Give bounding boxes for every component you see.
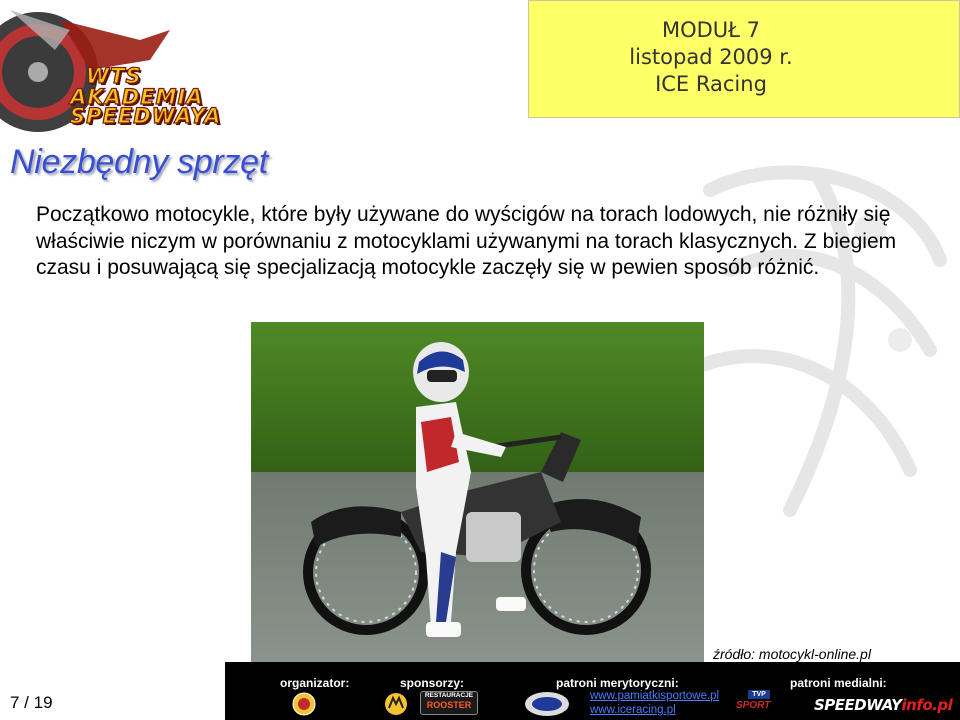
rider-photo (251, 322, 704, 662)
footer-merit-label: patroni merytoryczni: (556, 676, 679, 690)
media-tvp-logo: TVP (748, 690, 770, 699)
rooster-label-main: ROOSTER (426, 700, 472, 710)
wts-akademia-logo (0, 0, 250, 145)
footer-media-label: patroni medialni: (790, 676, 887, 690)
footer-link-iceracing[interactable]: www.iceracing.pl (590, 704, 676, 716)
footer-organizer-label: organizator: (280, 676, 350, 690)
footer-link-pamiatkisportowe[interactable]: www.pamiatkisportowe.pl (590, 690, 720, 702)
logo-line-speedwaya: SPEEDWAYA (70, 104, 222, 128)
sponsor-rooster-logo (420, 691, 478, 715)
module-topic: ICE Racing (655, 72, 767, 96)
module-info-box (528, 0, 960, 118)
media-sport-logo: SPORT (736, 700, 771, 711)
media-speedwayinfo-logo (814, 696, 952, 714)
logo-line-wts: WTS (86, 64, 142, 88)
rooster-label-top: RESTAURACJE (424, 692, 474, 699)
module-number: MODUŁ 7 (661, 18, 761, 42)
speedway-brand-suffix: info.pl (901, 696, 953, 714)
ice-racing-team-logo-icon (524, 690, 570, 718)
photo-source: źródło: motocykl-online.pl (713, 646, 871, 662)
module-date: listopad 2009 r. (629, 45, 793, 69)
slide-body-text: Początkowo motocykle, które były używane do wyścigów na torach lodowych, nie różniły się właściwie niczym w porównaniu z motocyklami używanymi na torach klasycznych. Z biegiem czasu i posuwającą się specjalizacją motocykle zaczęły się w pewien sposób różnić. (36, 203, 897, 279)
organizer-logo-icon (292, 692, 316, 716)
footer-sponsors-label: sponsorzy: (400, 676, 465, 690)
slide-title: Niezbędny sprzęt (10, 143, 268, 181)
ice-speedway-bike-image (251, 322, 704, 662)
logo-line-akademia: AKADEMIA (70, 85, 204, 109)
sponsor-rm-logo-icon (383, 692, 409, 716)
page-number: 7 / 19 (10, 693, 53, 712)
speedway-brand: SPEEDWAY (814, 696, 902, 714)
